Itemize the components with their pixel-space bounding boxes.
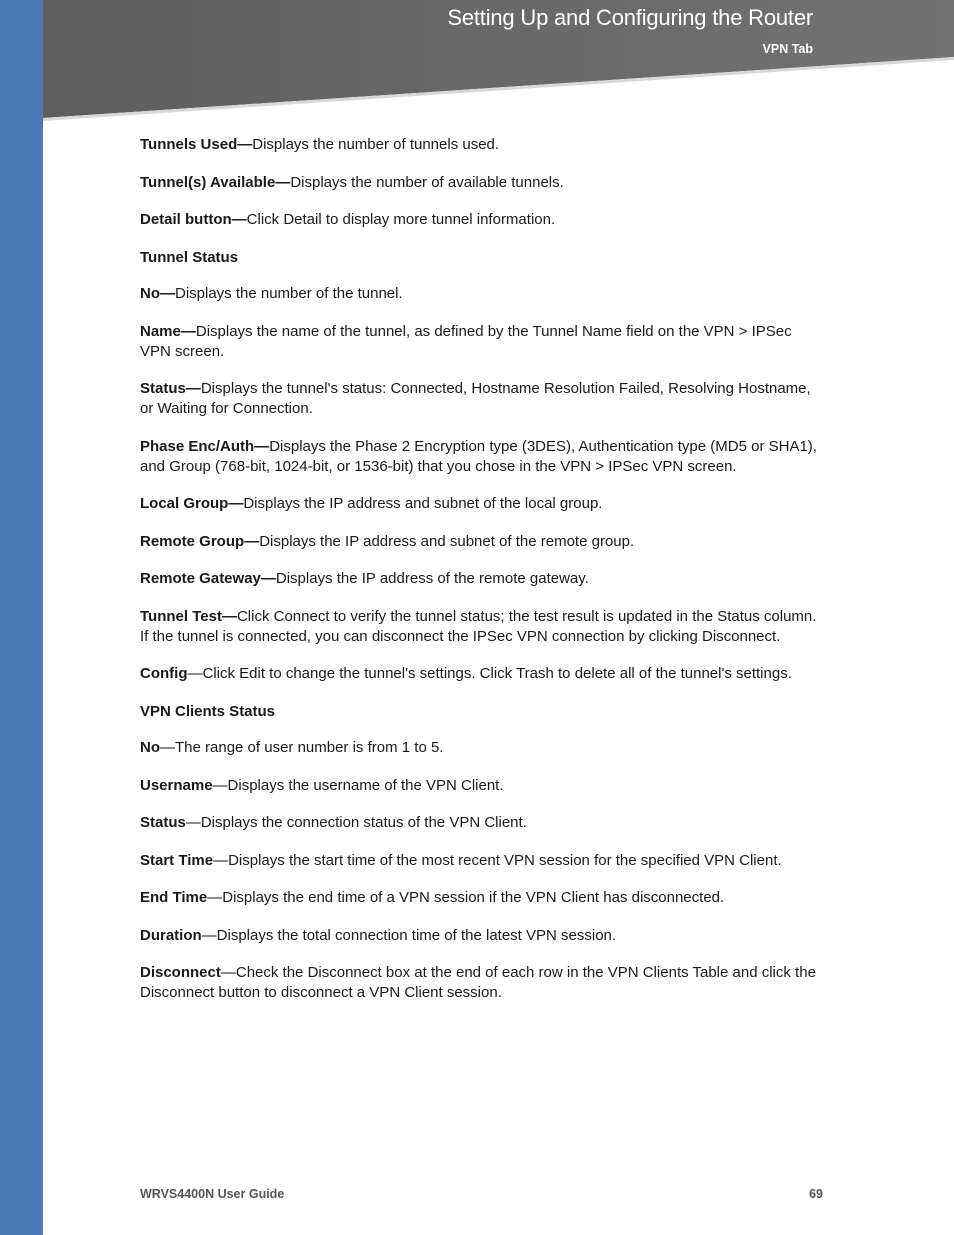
definition-entry [140,379,820,419]
definition-separator: — [237,136,253,153]
definition-separator: — [160,739,175,756]
definition-text: Click Connect to verify the tunnel status; the test result is updated in the Status column. If the tunnel is connected, you can disconnect the IPSec VPN connection by clicking Disconnect. [140,607,817,645]
definition-separator: — [207,889,223,906]
definition-entry [140,888,820,908]
definition-text: Displays the total connection time of the latest VPN session. [216,926,617,944]
definition-separator: — [185,380,201,397]
definition-separator: — [220,964,236,981]
definition-separator: — [228,495,244,512]
definition-separator: — [185,814,201,831]
definition-entry [140,813,820,833]
definition-term: Status [140,380,186,397]
definition-entry [140,135,820,155]
definition-text: Click Edit to change the tunnel's settings. Click Trash to delete all of the tunnel's settings. [202,665,792,682]
definition-separator: — [213,851,229,869]
definition-text: Displays the IP address of the remote gateway. [275,570,589,587]
definition-entry [140,776,820,796]
definition-term: Username [140,776,213,794]
definition-separator: — [201,926,217,944]
header-subtitle: VPN Tab [762,42,813,56]
definition-separator: — [221,607,237,625]
definition-text: Displays the end time of a VPN session if the VPN Client has disconnected. [222,889,725,906]
definition-term: Remote Group [140,532,245,550]
definition-term: Disconnect [140,964,221,981]
definition-term: No [140,739,160,756]
definition-term: Name [140,322,181,340]
definition-text: Check the Disconnect box at the end of each row in the VPN Clients Table and click the Disconnect button to disconnect a VPN Client session. [140,964,816,1001]
definition-entry [140,926,820,946]
definition-entry [140,437,820,477]
definition-text: Displays the number of available tunnels. [290,173,564,191]
definition-separator: — [244,532,260,550]
definition-text: Displays the connection status of the VPN Client. [200,814,527,831]
definition-term: Local Group [140,495,229,512]
footer-guide-title: WRVS4400N User Guide [140,1187,285,1201]
definition-entry [140,284,820,304]
definition-text: Displays the Phase 2 Encryption type (3DES), Authentication type (MD5 or SHA1), and Group (768-bit, 1024-bit, or 1536-bit) that you chose in the VPN > IPSec VPN screen. [140,437,817,475]
definition-term: Status [140,814,186,831]
definition-separator: — [187,665,203,682]
definition-term: Remote Gateway [140,570,261,587]
definition-entry [140,738,820,758]
definition-separator: — [254,437,270,455]
definition-term: Duration [140,926,202,944]
definition-entry [140,532,820,552]
definition-term: Config [140,665,188,682]
definition-entry [140,210,820,230]
section-heading: VPN Clients Status [140,702,276,720]
definition-separator: — [160,285,175,302]
definition-text: Displays the IP address and subnet of the local group. [243,495,603,512]
definition-entry [140,569,820,589]
definition-entry [140,607,820,647]
definition-text: Displays the number of the tunnel. [175,285,403,302]
definition-term: Tunnels Used [140,136,238,153]
definition-separator: — [180,322,196,340]
definition-term: Tunnel Test [140,607,222,625]
definition-text: Displays the IP address and subnet of the remote group. [259,532,635,550]
definition-term: Start Time [140,851,214,869]
definition-entry [140,963,820,1003]
left-accent-bar [0,0,43,1235]
definition-term: End Time [140,889,208,906]
definition-term: No [140,285,160,302]
section-heading: Tunnel Status [140,248,239,266]
definition-entry [140,322,820,362]
definition-separator: — [212,776,228,794]
definition-entry [140,664,820,684]
definition-term: Tunnel(s) Available [140,173,276,191]
header-band [43,0,954,122]
definition-text: Displays the username of the VPN Client. [227,776,504,794]
definition-entry [140,494,820,514]
document-body [140,135,820,1021]
definition-term: Phase Enc/Auth [140,437,255,455]
footer-page-number: 69 [809,1187,823,1201]
definition-entry [140,851,820,871]
definition-text: Displays the number of tunnels used. [252,136,500,153]
definition-text: The range of user number is from 1 to 5. [175,739,444,756]
definition-separator: — [275,173,291,191]
definition-separator: — [260,570,276,587]
definition-entry [140,173,820,193]
definition-term: Detail button [140,211,232,228]
definition-text: Click Detail to display more tunnel information. [246,211,556,228]
definition-text: Displays the name of the tunnel, as defined by the Tunnel Name field on the VPN > IPSec VPN screen. [140,322,792,360]
definition-separator: — [231,211,247,228]
header-title: Setting Up and Configuring the Router [447,5,813,30]
definition-text: Displays the tunnel's status: Connected, Hostname Resolution Failed, Resolving Hostname, or Waiting for Connection. [140,380,811,417]
definition-text: Displays the start time of the most recent VPN session for the specified VPN Client. [228,851,782,869]
